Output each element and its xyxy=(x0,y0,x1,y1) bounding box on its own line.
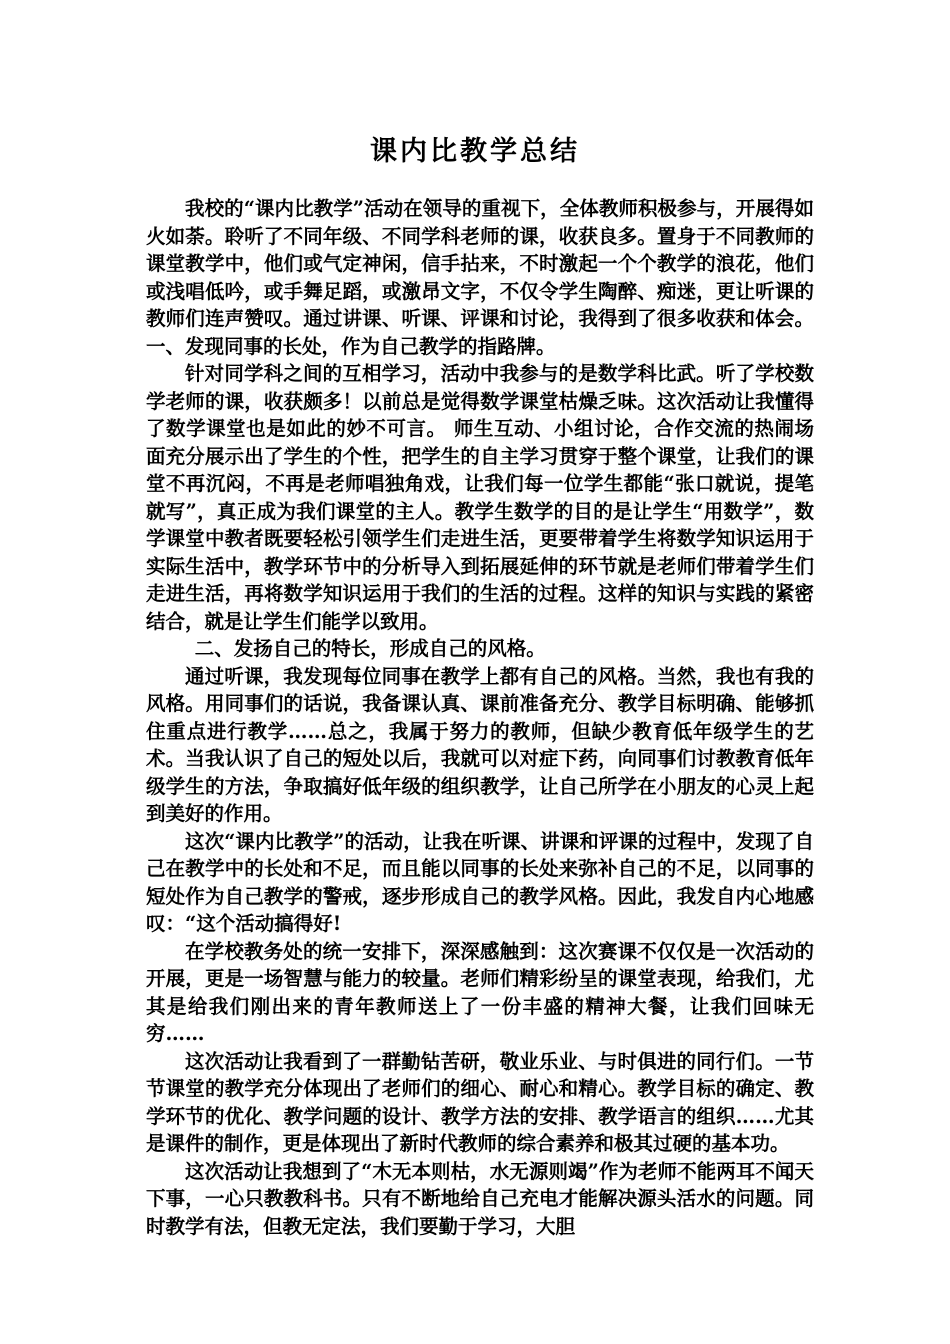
paragraph-continuous-learning: 这次活动让我想到了“木无本则枯，水无源则竭”作为老师不能两耳不闻天下事，一心只教教科书。只有不断地给自己充电才能解决源头活水的问题。同时教学有法，但教无定法，我们要勤于学习，大胆 xyxy=(146,1159,814,1238)
paragraph-arrangement: 在学校教务处的统一安排下，深深感触到：这次赛课不仅仅是一次活动的开展，更是一场智慧与能力的较量。老师们精彩纷呈的课堂表现，给我们，尤其是给我们刚出来的青年教师送上了一份丰盛的精神大餐，让我们回味无穷…… xyxy=(146,939,814,1045)
document-body xyxy=(146,195,814,1240)
document-title: 课内比教学总结 xyxy=(370,136,580,167)
paragraph-colleagues: 这次活动让我看到了一群勤钻苦研，敬业乐业、与时俱进的同行们。一节节课堂的教学充分体现出了老师们的细心、耐心和精心。教学目标的确定、教学环节的优化、教学问题的设计、教学方法的安排、教学语言的组织……尤其是课件的制作，更是体现出了新时代教师的综合素养和极其过硬的基本功。 xyxy=(146,1049,814,1155)
section-heading-two: 二、发扬自己的特长，形成自己的风格。 xyxy=(194,637,546,660)
paragraph-activity-reflection: 这次“课内比教学”的活动，让我在听课、讲课和评课的过程中，发现了自己在教学中的长处和不足，而且能以同事的长处来弥补自己的不足，以同事的短处作为自己教学的警戒，逐步形成自己的教学风格。因此，我发自内心地感叹：“这个活动搞得好! xyxy=(146,829,814,935)
paragraph-intro: 我校的“课内比教学”活动在领导的重视下，全体教师积极参与，开展得如火如荼。聆听了不同年级、不同学科老师的课，收获良多。置身于不同教师的课堂教学中，他们或气定神闲，信手拈来，不时激起一个个教学的浪花，他们或浅唱低吟，或手舞足蹈，或激昂文字，不仅令学生陶醉、痴迷，更让听课的教师们连声赞叹。通过讲课、听课、评课和讨论，我得到了很多收获和体会。一、发现同事的长处，作为自己教学的指路牌。 xyxy=(146,197,814,358)
paragraph-own-style: 通过听课，我发现每位同事在教学上都有自己的风格。当然，我也有我的风格。用同事们的话说，我备课认真、课前准备充分、教学目标明确、能够抓住重点进行教学……总之，我属于努力的教师，但缺少教育低年级学生的艺术。当我认识了自己的短处以后，我就可以对症下药，向同事们讨教教育低年级学生的方法，争取搞好低年级的组织教学，让自己所学在小朋友的心灵上起到美好的作用。 xyxy=(146,664,814,825)
paragraph-math-learning: 针对同学科之间的互相学习，活动中我参与的是数学科比武。听了学校数学老师的课，收获颇多！以前总是觉得数学课堂枯燥乏味。这次活动让我懂得了数学课堂也是如此的妙不可言。 师生互动、小组讨论，合作交流的热闹场面充分展示出了学生的个性，把学生的自主学习贯穿于整个课堂，让我们的课堂不再沉闷，不再是老师唱独角戏，让我们每一位学生都能“张口就说，提笔就写”，真正成为我们课堂的主人。教学生数学的目的是让学生“用数学”，数学课堂中教者既要轻松引领学生们走进生活，更要带着学生将数学知识运用于实际生活中，教学环节中的分析导入到拓展延伸的环节就是老师们带着学生们走进生活，再将数学知识运用于我们的生活的过程。这样的知识与实践的紧密结合，就是让学生们能学以致用。 xyxy=(146,362,814,633)
